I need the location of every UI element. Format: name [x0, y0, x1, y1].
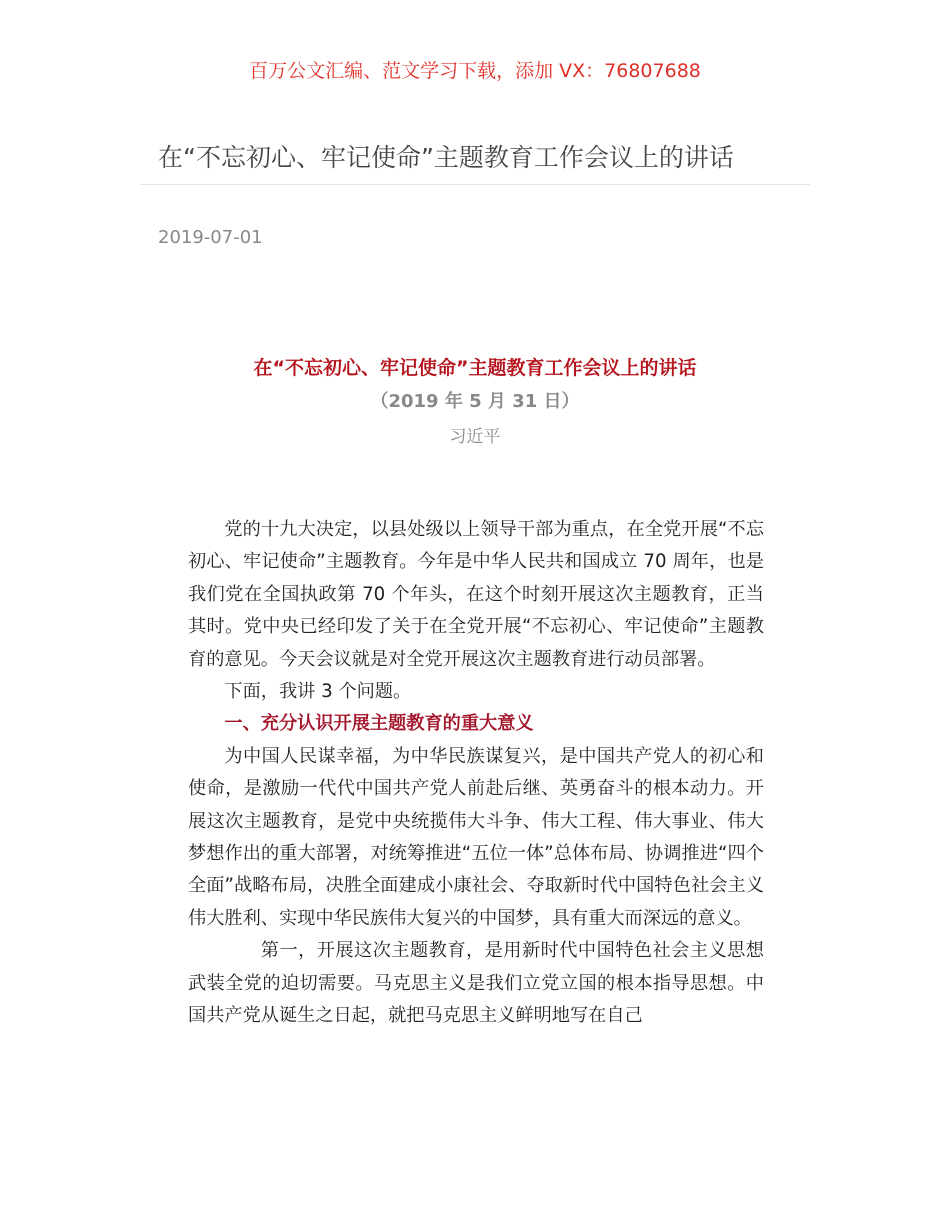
article-body: [188, 514, 764, 1104]
article-heading: 在“不忘初心、牢记使命”主题教育工作会议上的讲话: [253, 357, 697, 379]
promo-banner: 百万公文汇编、范文学习下载，添加 VX：76807688: [249, 60, 701, 82]
paragraph-outline: 下面，我讲 3 个问题。: [224, 681, 412, 703]
paragraph-significance: 为中国人民谋幸福，为中华民族谋复兴，是中国共产党人的初心和使命，是激励一代代中国共产党人前赴后继、英勇奋斗的根本动力。开展这次主题教育，是党中央统揽伟大斗争、伟大工程、伟大事业、伟大梦想作出的重大部署，对统筹推进“五位一体”总体布局、协调推进“四个全面”战略布局，决胜全面建成小康社会、夺取新时代中国特色社会主义伟大胜利、实现中华民族伟大复兴的中国梦，具有重大而深远的意义。: [188, 745, 764, 929]
post-date: 2019-07-01: [158, 227, 263, 248]
section-heading-1: 一、充分认识开展主题教育的重大意义: [224, 713, 534, 735]
page-title: 在“不忘初心、牢记使命”主题教育工作会议上的讲话: [158, 143, 734, 172]
article-date: （2019 年 5 月 31 日）: [370, 391, 580, 412]
article-author: 习近平: [449, 427, 501, 447]
paragraph-intro: 党的十九大决定，以县处级以上领导干部为重点，在全党开展“不忘初心、牢记使命”主题教育。今年是中华人民共和国成立 70 周年，也是我们党在全国执政第 70 个年头，在这个时刻开展这次主题教育，正当其时。党中央已经印发了关于在全党开展“不忘初心、牢记使命”主题教育的意见。今天会议就是对全党开展这次主题教育进行动员部署。: [188, 519, 764, 670]
paragraph-first-point: 第一，开展这次主题教育，是用新时代中国特色社会主义思想武装全党的迫切需要。马克思主义是我们立党立国的根本指导思想。中国共产党从诞生之日起，就把马克思主义鲜明地写在自己: [188, 940, 764, 1027]
title-divider: [140, 184, 810, 185]
